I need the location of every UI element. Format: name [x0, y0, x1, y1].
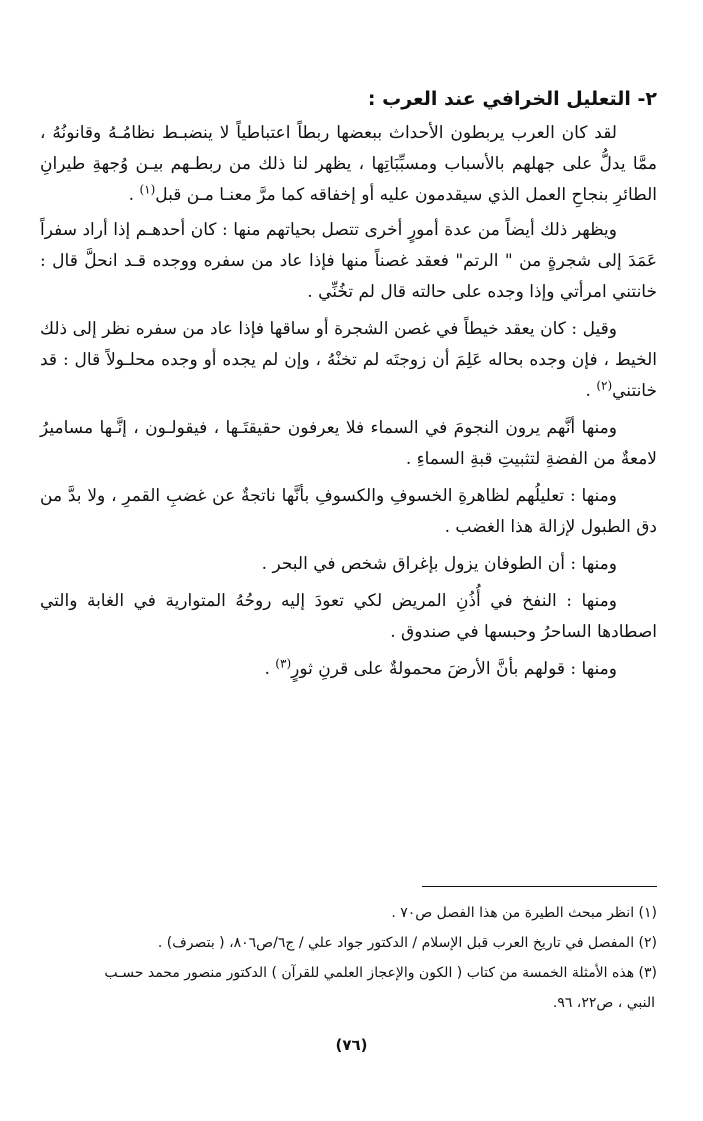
paragraph-2 — [40, 215, 657, 308]
paragraph-3 — [40, 314, 657, 407]
paragraph-7 — [40, 586, 657, 648]
footnote-divider — [422, 886, 657, 887]
footnote-ref-3[interactable]: (٣) — [275, 656, 292, 671]
footnote-1: (١) انظر مبحث الطيرة من هذا الفصل ص٧٠ . — [391, 905, 657, 921]
paragraph-text: ومنها : قولهم بأنَّ الأرضَ محمولةٌ على قرنِ ثورٍ — [291, 659, 617, 679]
paragraph-5 — [40, 481, 657, 543]
paragraph-text: لقد كان العرب يربطون الأحداث ببعضها ربطاً اعتباطياً لا ينضبـط نظامُـهُ وقانونُهُ ، ممَّا يدلُّ على جهلهم بالأسباب ومسبِّبَاتِها ، يظهر لنا ذلك من ربطـهم بيـن وُجهةِ طيرانِ الطائرِ بنجاحِ العمل الذي سيقدمون عليه أو إخفاقه كما مرَّ معنـا مـن قبل — [40, 123, 657, 205]
paragraph-1 — [40, 118, 657, 211]
paragraph-text: ومنها : أن الطوفان يزول بإغراق شخص في البحر . — [261, 554, 617, 574]
footnote-3: (٣) هذه الأمثلة الخمسة من كتاب ( الكون والإعجاز العلمي للقرآن ) الدكتور منصور محمد حسـب — [104, 965, 657, 981]
paragraph-6 — [40, 549, 657, 580]
paragraph-tail: . — [585, 381, 597, 401]
footnote-ref-2[interactable]: (٢) — [596, 378, 613, 393]
section-heading: ٢- التعليل الخرافي عند العرب : — [367, 88, 657, 110]
paragraph-8 — [40, 654, 657, 685]
footnote-ref-1[interactable]: (١) — [139, 182, 156, 197]
paragraph-tail: . — [128, 185, 140, 205]
paragraph-text: ويظهر ذلك أيضاً من عدة أمورٍ أخرى تتصل بحياتهم منها : كان أحدهـم إذا أراد سفراً عَمَدَ إلى شجرةٍ من " الرتم" فعقد غصناً منها فإذا عاد من سفره ووجده قـد انحلَّ قال : خانتني امرأتي وإذا وجده على حالته قال لم تخُنِّي . — [40, 220, 657, 302]
paragraph-text: ومنها : النفخ في أُذُنِ المريض لكي تعودَ إليه روحُهُ المتوارية في الغابة والتي اصطادها الساحرُ وحبسها في صندوق . — [40, 591, 657, 642]
paragraph-4 — [40, 413, 657, 475]
footnote-3-continuation: النبي ، ص٢٢، ٩٦. — [552, 995, 655, 1011]
page-number: (٧٦) — [335, 1036, 368, 1054]
paragraph-text: ومنها أنَّهم يرون النجومَ في السماء فلا يعرفون حقيقتَـها ، فيقولـون ، إنَّـها مساميرُ لامعةٌ من الفضةِ لتثبيتِ قبةِ السماءِ . — [40, 418, 657, 469]
body-text — [40, 118, 657, 691]
footnotes — [40, 898, 657, 1018]
footnote-2: (٢) المفصل في تاريخ العرب قبل الإسلام / الدكتور جواد علي / ج٦/ص٨٠٦، ( بتصرف) . — [157, 935, 657, 951]
paragraph-text: وقيل : كان يعقد خيطاً في غصن الشجرة أو ساقها فإذا عاد من سفره نظر إلى ذلك الخيط ، فإن وجده بحاله عَلِمَ أن زوجتَه لم تخنْهُ ، وإن لم يجده أو وجده محلـولاً قال : قد خانتني — [40, 319, 657, 401]
paragraph-tail: . — [264, 659, 276, 679]
paragraph-text: ومنها : تعليلُهم لظاهرةِ الخسوفِ والكسوفِ بأنَّها ناتجةٌ عن غضبِ القمرِ ، ولا بدَّ من دق الطبول لإزالة هذا الغضب . — [40, 486, 657, 537]
